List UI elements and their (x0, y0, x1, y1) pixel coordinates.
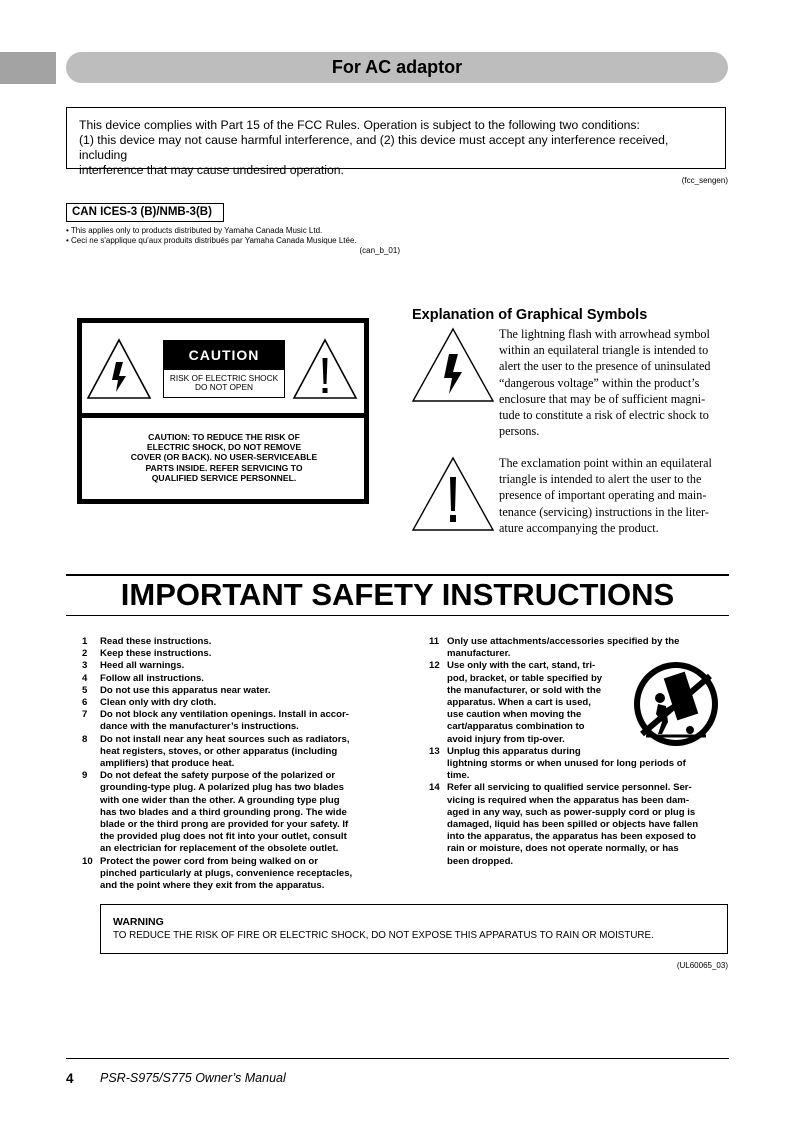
safety-item-number: 3 (82, 660, 88, 672)
safety-item-text (100, 648, 382, 660)
safety-item-number: 9 (82, 770, 88, 782)
caution-body-line: CAUTION: TO REDUCE THE RISK OF (148, 432, 300, 442)
caution-body-text (100, 432, 348, 483)
expl-line: triangle is intended to alert the user to the (499, 472, 702, 487)
can-code: (can_b_01) (359, 246, 400, 255)
safety-item-line: grounding-type plug. A polarized plug has two blades (100, 782, 344, 794)
footer-rule (66, 1058, 729, 1059)
safety-item-number: 2 (82, 648, 88, 660)
fcc-notice-box (66, 107, 726, 177)
safety-item-line: damaged, liquid has been spilled or objects have fallen (447, 819, 699, 831)
fcc-line: (1) this device may not cause harmful interference, and (2) this device must accept any interference received, including (79, 133, 669, 162)
cart-tip-over-warning-icon (632, 660, 720, 748)
caution-divider (77, 413, 369, 418)
caution-body-line: QUALIFIED SERVICE PERSONNEL. (151, 472, 297, 483)
can-notes (66, 226, 406, 256)
caution-sub-line: DO NOT OPEN (195, 382, 253, 392)
safety-item (82, 673, 382, 685)
safety-item-line: blade or the third prong are provided for your safety. If (100, 819, 349, 831)
safety-item-line: dance with the manufacturer’s instructions. (100, 721, 299, 733)
safety-item-line: Heed all warnings. (100, 660, 185, 672)
safety-item-text (447, 636, 729, 660)
can-note-line: • Ceci ne s'applique qu'aux produits distribués par Yamaha Canada Musique Ltée. (66, 236, 357, 245)
safety-item-line: avoid injury from tip-over. (447, 733, 565, 745)
safety-item (82, 648, 382, 660)
expl-line: The lightning flash with arrowhead symbol (499, 327, 710, 341)
safety-item-line: aged in any way, such as power-supply cord or plug is (447, 806, 696, 818)
exclamation-symbol-icon (410, 455, 496, 533)
safety-item-line: Do not block any ventilation openings. Install in accor- (100, 709, 349, 721)
safety-item-number: 13 (429, 745, 440, 757)
safety-item-line: Only use attachments/accessories specified by the (447, 636, 680, 647)
safety-item-line: Read these instructions. (100, 636, 212, 647)
caution-body-line: PARTS INSIDE. REFER SERVICING TO (145, 462, 303, 473)
safety-item (82, 685, 382, 697)
lightning-triangle-icon (86, 338, 152, 400)
explanation-title: Explanation of Graphical Symbols (412, 307, 648, 323)
safety-item-line: lightning storms or when unused for long periods of (447, 758, 686, 770)
expl-line: presence of important operating and main- (499, 488, 707, 503)
safety-item-line: has two blades and a third grounding prong. The wide (100, 806, 347, 818)
can-note-line: • This applies only to products distributed by Yamaha Canada Music Ltd. (66, 226, 323, 235)
safety-item-text (447, 782, 729, 867)
safety-item-number: 1 (82, 636, 88, 647)
safety-item-line: the provided plug does not fit into your outlet, consult (100, 831, 347, 843)
section-header: For AC adaptor (66, 52, 728, 83)
lightning-explanation (499, 326, 731, 439)
warning-title: WARNING (113, 916, 164, 928)
safety-item-number: 5 (82, 684, 88, 696)
safety-item-line: Do not defeat the safety purpose of the polarized or (100, 770, 336, 782)
expl-line: enclosure that may be of sufficient magni- (499, 391, 706, 406)
manual-title: PSR-S975/S775 Owner’s Manual (100, 1071, 286, 1085)
safety-item-line: Refer all servicing to qualified service personnel. Ser- (447, 782, 692, 794)
safety-item-line: cart/apparatus combination to (447, 721, 585, 733)
safety-item-number: 11 (429, 636, 440, 647)
safety-rule-bottom (66, 615, 729, 616)
safety-item-text (100, 685, 382, 697)
safety-list-left (82, 636, 382, 892)
safety-title: IMPORTANT SAFETY INSTRUCTIONS (120, 577, 675, 612)
safety-item (82, 660, 382, 672)
safety-item-line: Unplug this apparatus during (447, 745, 581, 757)
fcc-line: This device complies with Part 15 of the FCC Rules. Operation is subject to the following two conditions: (79, 118, 640, 132)
expl-line: tenance (servicing) instructions in the liter- (499, 504, 709, 519)
safety-item-text (100, 636, 382, 648)
safety-item-text (100, 709, 382, 733)
exclamation-explanation (499, 455, 731, 536)
fcc-code: (fcc_sengen) (681, 176, 728, 185)
warning-box (100, 904, 728, 954)
expl-line: “dangerous voltage” within the product’s (499, 375, 700, 390)
safety-item (82, 709, 382, 733)
safety-item (429, 636, 729, 660)
safety-item (82, 697, 382, 709)
fcc-line: interference that may cause undesired operation. (79, 163, 344, 177)
safety-item-text (100, 660, 382, 672)
caution-sub-line: RISK OF ELECTRIC SHOCK (169, 373, 279, 383)
safety-item-text (100, 734, 382, 771)
safety-item-line: Keep these instructions. (100, 648, 212, 660)
safety-item-line: time. (447, 770, 470, 782)
safety-item-line: Protect the power cord from being walked on or (100, 855, 319, 867)
safety-item-number: 6 (82, 697, 88, 709)
expl-line: persons. (499, 424, 540, 439)
caution-body-line: ELECTRIC SHOCK, DO NOT REMOVE (146, 442, 302, 453)
safety-item (82, 856, 382, 893)
exclamation-triangle-icon (292, 338, 358, 400)
safety-item-text (100, 673, 382, 685)
safety-item-number: 12 (429, 660, 440, 672)
safety-item-line: into the apparatus, the apparatus has been exposed to (447, 831, 696, 843)
safety-item-line: heat registers, stoves, or other apparatus (including (100, 745, 338, 757)
safety-item-line: vicing is required when the apparatus has been dam- (447, 794, 690, 806)
safety-item-number: 7 (82, 709, 88, 721)
safety-item-number: 8 (82, 733, 88, 745)
expl-line: ature accompanying the product. (499, 520, 659, 535)
safety-item-line: manufacturer. (447, 648, 511, 660)
warning-code: (UL60065_03) (676, 961, 728, 970)
expl-line: alert the user to the presence of uninsulated (499, 359, 711, 374)
safety-item-number: 4 (82, 672, 88, 684)
lightning-symbol-icon (410, 326, 496, 404)
safety-item (82, 636, 382, 648)
can-ices-label: CAN ICES-3 (B)/NMB-3(B) (66, 203, 224, 222)
safety-item-line: use caution when moving the (447, 709, 582, 721)
safety-item (82, 734, 382, 771)
safety-item (429, 782, 729, 867)
expl-line: within an equilateral triangle is intended to (499, 343, 709, 358)
safety-item-line: amplifiers) that produce heat. (100, 758, 235, 770)
expl-line: The exclamation point within an equilateral (499, 456, 712, 470)
safety-item (429, 746, 729, 783)
warning-text: TO REDUCE THE RISK OF FIRE OR ELECTRIC SHOCK, DO NOT EXPOSE THIS APPARATUS TO RAIN OR MOISTURE. (113, 930, 654, 941)
safety-item-line: been dropped. (447, 855, 514, 867)
safety-item-text (100, 856, 382, 893)
safety-item-line: and the point where they exit from the apparatus. (100, 880, 325, 892)
side-tab-marker (0, 52, 56, 84)
safety-item-line: with one wider than the other. A grounding type plug (100, 794, 340, 806)
safety-item-text (447, 746, 729, 783)
caution-badge-subtitle (163, 374, 285, 392)
safety-item-line: pod, bracket, or table specified by (447, 672, 603, 684)
safety-item-line: Clean only with dry cloth. (100, 697, 217, 709)
safety-item-text (100, 697, 382, 709)
safety-item-line: Follow all instructions. (100, 672, 204, 684)
safety-item-number: 10 (82, 855, 93, 867)
safety-item (82, 770, 382, 855)
safety-item-line: rain or moisture, does not operate normally, or has (447, 843, 679, 855)
safety-item-line: apparatus. When a cart is used, (447, 697, 591, 709)
page-number: 4 (66, 1071, 74, 1086)
safety-item-text (100, 770, 382, 855)
safety-item-line: pinched particularly at plugs, convenience receptacles, (100, 867, 353, 879)
caution-badge-title: CAUTION (163, 340, 285, 370)
safety-item-line: Do not use this apparatus near water. (100, 684, 271, 696)
safety-item-line: Do not install near any heat sources such as radiators, (100, 733, 350, 745)
expl-line: tude to constitute a risk of electric shock to (499, 408, 709, 423)
safety-item-line: Use only with the cart, stand, tri- (447, 660, 596, 672)
safety-item-line: the manufacturer, or sold with the (447, 684, 602, 696)
caution-body-line: COVER (OR BACK). NO USER-SERVICEABLE (130, 452, 318, 463)
safety-item-line: an electrician for replacement of the obsolete outlet. (100, 843, 339, 855)
safety-item-number: 14 (429, 782, 440, 794)
